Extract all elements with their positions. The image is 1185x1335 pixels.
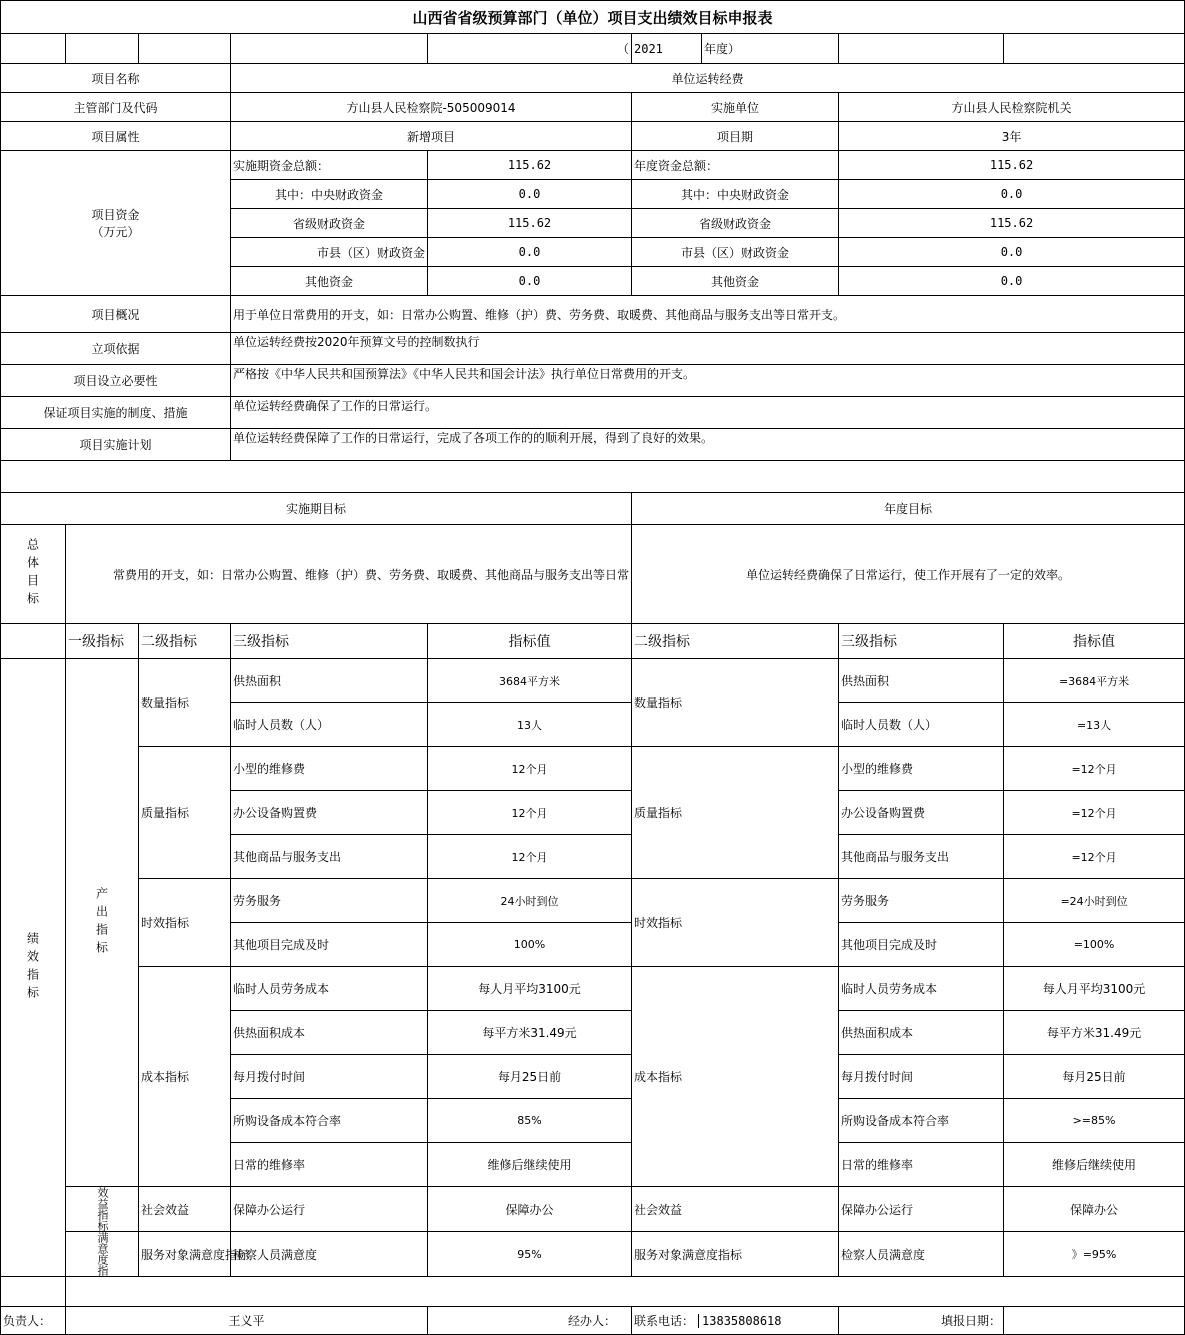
ind-level3: 所购设备成本符合率 — [231, 1099, 428, 1143]
overview-text: 用于单位日常费用的开支，如：日常办公购置、维修（护）费、劳务费、取暖费、其他商品与服务支出等日常开支。 — [231, 296, 1185, 333]
ind-level3: 检察人员满意度 — [231, 1232, 428, 1277]
blank-cell — [66, 34, 139, 64]
group-service-annual: 服务对象满意度指标 — [632, 1232, 839, 1277]
ind-value-annual: =12个月 — [1004, 835, 1185, 879]
ind-level3: 劳务服务 — [231, 879, 428, 923]
ind-value: 12个月 — [428, 791, 632, 835]
funds-label — [1, 151, 231, 296]
group-service: 服务对象满意度指标 — [139, 1232, 231, 1277]
group-quantity-annual: 数量指标 — [632, 659, 839, 747]
ind-value: 维修后继续使用 — [428, 1143, 632, 1187]
necessity-label: 项目设立必要性 — [1, 365, 231, 397]
ind-level3-annual: 供热面积成本 — [839, 1011, 1004, 1055]
group-social-annual: 社会效益 — [632, 1187, 839, 1232]
ind-level3: 临时人员劳务成本 — [231, 967, 428, 1011]
funds-label-provincial: 省级财政资金 — [231, 209, 428, 238]
blank-cell — [1, 1277, 66, 1307]
overall-goal-label: 总体目标 — [1, 525, 66, 624]
group-cost: 成本指标 — [139, 967, 231, 1187]
ind-level3: 其他商品与服务支出 — [231, 835, 428, 879]
impl-goal-header: 实施期目标 — [1, 493, 632, 525]
period-label: 项目期 — [632, 122, 839, 151]
basis-label: 立项依据 — [1, 333, 231, 365]
ind-value: 85% — [428, 1099, 632, 1143]
project-name-label: 项目名称 — [1, 64, 231, 93]
ind-value-annual: 保障办公 — [1004, 1187, 1185, 1232]
measures-label: 保证项目实施的制度、措施 — [1, 397, 231, 429]
ind-level3-annual: 所购设备成本符合率 — [839, 1099, 1004, 1143]
ind-value: 100% — [428, 923, 632, 967]
funds-label-county: 市县（区）财政资金 — [231, 238, 428, 267]
ind-level3-annual: 其他项目完成及时 — [839, 923, 1004, 967]
ind-level3: 保障办公运行 — [231, 1187, 428, 1232]
funds-value-other: 0.0 — [428, 267, 632, 296]
ind-level3: 其他项目完成及时 — [231, 923, 428, 967]
group-quality-annual: 质量指标 — [632, 747, 839, 879]
ind-level3-annual: 小型的维修费 — [839, 747, 1004, 791]
ind-header-value-annual: 指标值 — [1004, 624, 1185, 659]
funds-value-provincial: 115.62 — [428, 209, 632, 238]
date-label: 填报日期： — [839, 1307, 1004, 1335]
group-social: 社会效益 — [139, 1187, 231, 1232]
phone-label: 联系电话： — [634, 1314, 695, 1328]
basis-text: 单位运转经费按2020年预算文号的控制数执行 — [231, 333, 1185, 365]
form-title: 山西省省级预算部门（单位）项目支出绩效目标申报表 — [1, 1, 1185, 34]
funds-value-county: 0.0 — [428, 238, 632, 267]
ind-level3-annual: 劳务服务 — [839, 879, 1004, 923]
ind-level3-annual: 保障办公运行 — [839, 1187, 1004, 1232]
ind-header-value: 指标值 — [428, 624, 632, 659]
funds-label-impl: 实施期资金总额： — [231, 151, 428, 180]
annual-goal-header: 年度目标 — [632, 493, 1185, 525]
perf-indicators-label: 绩效指标 — [1, 659, 66, 1277]
satisfaction-indicators-label: 满意度指 — [66, 1232, 139, 1277]
funds-value-central-annual: 0.0 — [839, 180, 1185, 209]
funds-label-provincial-annual: 省级财政资金 — [632, 209, 839, 238]
ind-value-annual: 每人月平均3100元 — [1004, 967, 1185, 1011]
ind-header-level2-annual: 二级指标 — [632, 624, 839, 659]
owner-label: 负责人： — [1, 1307, 66, 1335]
ind-value: 每平方米31.49元 — [428, 1011, 632, 1055]
ind-value: 每人月平均3100元 — [428, 967, 632, 1011]
necessity-text: 严格按《中华人民共和国预算法》《中华人民共和国会计法》执行单位日常费用的开支。 — [231, 365, 1185, 397]
phone-value: 13835808618 — [698, 1314, 781, 1328]
annual-goal-text: 单位运转经费确保了日常运行，使工作开展有了一定的效率。 — [632, 525, 1185, 624]
ind-level3: 小型的维修费 — [231, 747, 428, 791]
ind-value-annual: 每平方米31.49元 — [1004, 1011, 1185, 1055]
measures-text: 单位运转经费确保了工作的日常运行。 — [231, 397, 1185, 429]
overview-label: 项目概况 — [1, 296, 231, 333]
year-value: 2021 — [632, 34, 702, 64]
group-timeliness-annual: 时效指标 — [632, 879, 839, 967]
ind-level3: 供热面积 — [231, 659, 428, 703]
ind-level3: 临时人员数（人） — [231, 703, 428, 747]
ind-level3-annual: 其他商品与服务支出 — [839, 835, 1004, 879]
ind-value: 12个月 — [428, 835, 632, 879]
blank-cell — [1, 34, 66, 64]
funds-label-line2: （万元） — [91, 225, 140, 239]
spacer-row — [1, 461, 1185, 493]
funds-label-line1: 项目资金 — [91, 208, 140, 222]
ind-level3: 供热面积成本 — [231, 1011, 428, 1055]
impl-goal-text: 常费用的开支，如：日常办公购置、维修（护）费、劳务费、取暖费、其他商品与服务支出等日常 — [66, 525, 632, 624]
unit-value: 方山县人民检察院机关 — [839, 93, 1185, 122]
ind-header-level3-annual: 三级指标 — [839, 624, 1004, 659]
ind-header-level2: 二级指标 — [139, 624, 231, 659]
group-cost-annual: 成本指标 — [632, 967, 839, 1187]
benefit-indicators-label: 效益指标 — [66, 1187, 139, 1232]
ind-value: 24小时到位 — [428, 879, 632, 923]
handler-label: 经办人： — [428, 1307, 632, 1335]
ind-value-annual: =12个月 — [1004, 747, 1185, 791]
blank-cell — [139, 34, 231, 64]
group-quantity: 数量指标 — [139, 659, 231, 747]
attr-label: 项目属性 — [1, 122, 231, 151]
dept-label: 主管部门及代码 — [1, 93, 231, 122]
funds-value-county-annual: 0.0 — [839, 238, 1185, 267]
blank-cell — [1, 624, 66, 659]
ind-value-annual: =13人 — [1004, 703, 1185, 747]
funds-value-provincial-annual: 115.62 — [839, 209, 1185, 238]
funds-value-annual: 115.62 — [839, 151, 1185, 180]
ind-value-annual: =3684平方米 — [1004, 659, 1185, 703]
ind-value: 13人 — [428, 703, 632, 747]
ind-header-level3: 三级指标 — [231, 624, 428, 659]
ind-value: 每月25日前 — [428, 1055, 632, 1099]
date-value — [1004, 1307, 1185, 1335]
owner-value: 王义平 — [66, 1307, 428, 1335]
ind-level3: 每月拨付时间 — [231, 1055, 428, 1099]
output-indicators-label: 产出指标 — [66, 659, 139, 1187]
group-timeliness: 时效指标 — [139, 879, 231, 967]
plan-label: 项目实施计划 — [1, 429, 231, 461]
ind-level3-annual: 临时人员数（人） — [839, 703, 1004, 747]
ind-value-annual: 》=95% — [1004, 1232, 1185, 1277]
ind-level3-annual: 办公设备购置费 — [839, 791, 1004, 835]
ind-level3-annual: 临时人员劳务成本 — [839, 967, 1004, 1011]
year-suffix: 年度） — [702, 34, 839, 64]
phone-cell — [632, 1307, 839, 1335]
dept-value: 方山县人民检察院-505009014 — [231, 93, 632, 122]
year-open-paren: （ — [428, 34, 632, 64]
ind-value: 保障办公 — [428, 1187, 632, 1232]
ind-value-annual: >=85% — [1004, 1099, 1185, 1143]
group-quality: 质量指标 — [139, 747, 231, 879]
ind-value-annual: 维修后继续使用 — [1004, 1143, 1185, 1187]
blank-cell — [66, 1277, 1185, 1307]
attr-value: 新增项目 — [231, 122, 632, 151]
ind-value-annual: =24小时到位 — [1004, 879, 1185, 923]
blank-cell — [231, 34, 428, 64]
blank-cell — [839, 34, 1004, 64]
ind-level3-annual: 供热面积 — [839, 659, 1004, 703]
ind-value: 3684平方米 — [428, 659, 632, 703]
ind-header-level1: 一级指标 — [66, 624, 139, 659]
project-name-value: 单位运转经费 — [231, 64, 1185, 93]
ind-value: 95% — [428, 1232, 632, 1277]
funds-value-impl: 115.62 — [428, 151, 632, 180]
funds-label-central-annual: 其中：中央财政资金 — [632, 180, 839, 209]
ind-level3-annual: 每月拨付时间 — [839, 1055, 1004, 1099]
ind-value-annual: =12个月 — [1004, 791, 1185, 835]
ind-value: 12个月 — [428, 747, 632, 791]
funds-value-central: 0.0 — [428, 180, 632, 209]
funds-label-annual: 年度资金总额： — [632, 151, 839, 180]
unit-label: 实施单位 — [632, 93, 839, 122]
funds-label-other-annual: 其他资金 — [632, 267, 839, 296]
plan-text: 单位运转经费保障了工作的日常运行，完成了各项工作的的顺利开展，得到了良好的效果。 — [231, 429, 1185, 461]
ind-level3: 日常的维修率 — [231, 1143, 428, 1187]
ind-level3: 办公设备购置费 — [231, 791, 428, 835]
ind-value-annual: =100% — [1004, 923, 1185, 967]
ind-level3-annual: 日常的维修率 — [839, 1143, 1004, 1187]
period-value: 3年 — [839, 122, 1185, 151]
funds-label-other: 其他资金 — [231, 267, 428, 296]
ind-value-annual: 每月25日前 — [1004, 1055, 1185, 1099]
funds-label-county-annual: 市县（区）财政资金 — [632, 238, 839, 267]
blank-cell — [1004, 34, 1185, 64]
funds-value-other-annual: 0.0 — [839, 267, 1185, 296]
ind-level3-annual: 检察人员满意度 — [839, 1232, 1004, 1277]
funds-label-central: 其中：中央财政资金 — [231, 180, 428, 209]
